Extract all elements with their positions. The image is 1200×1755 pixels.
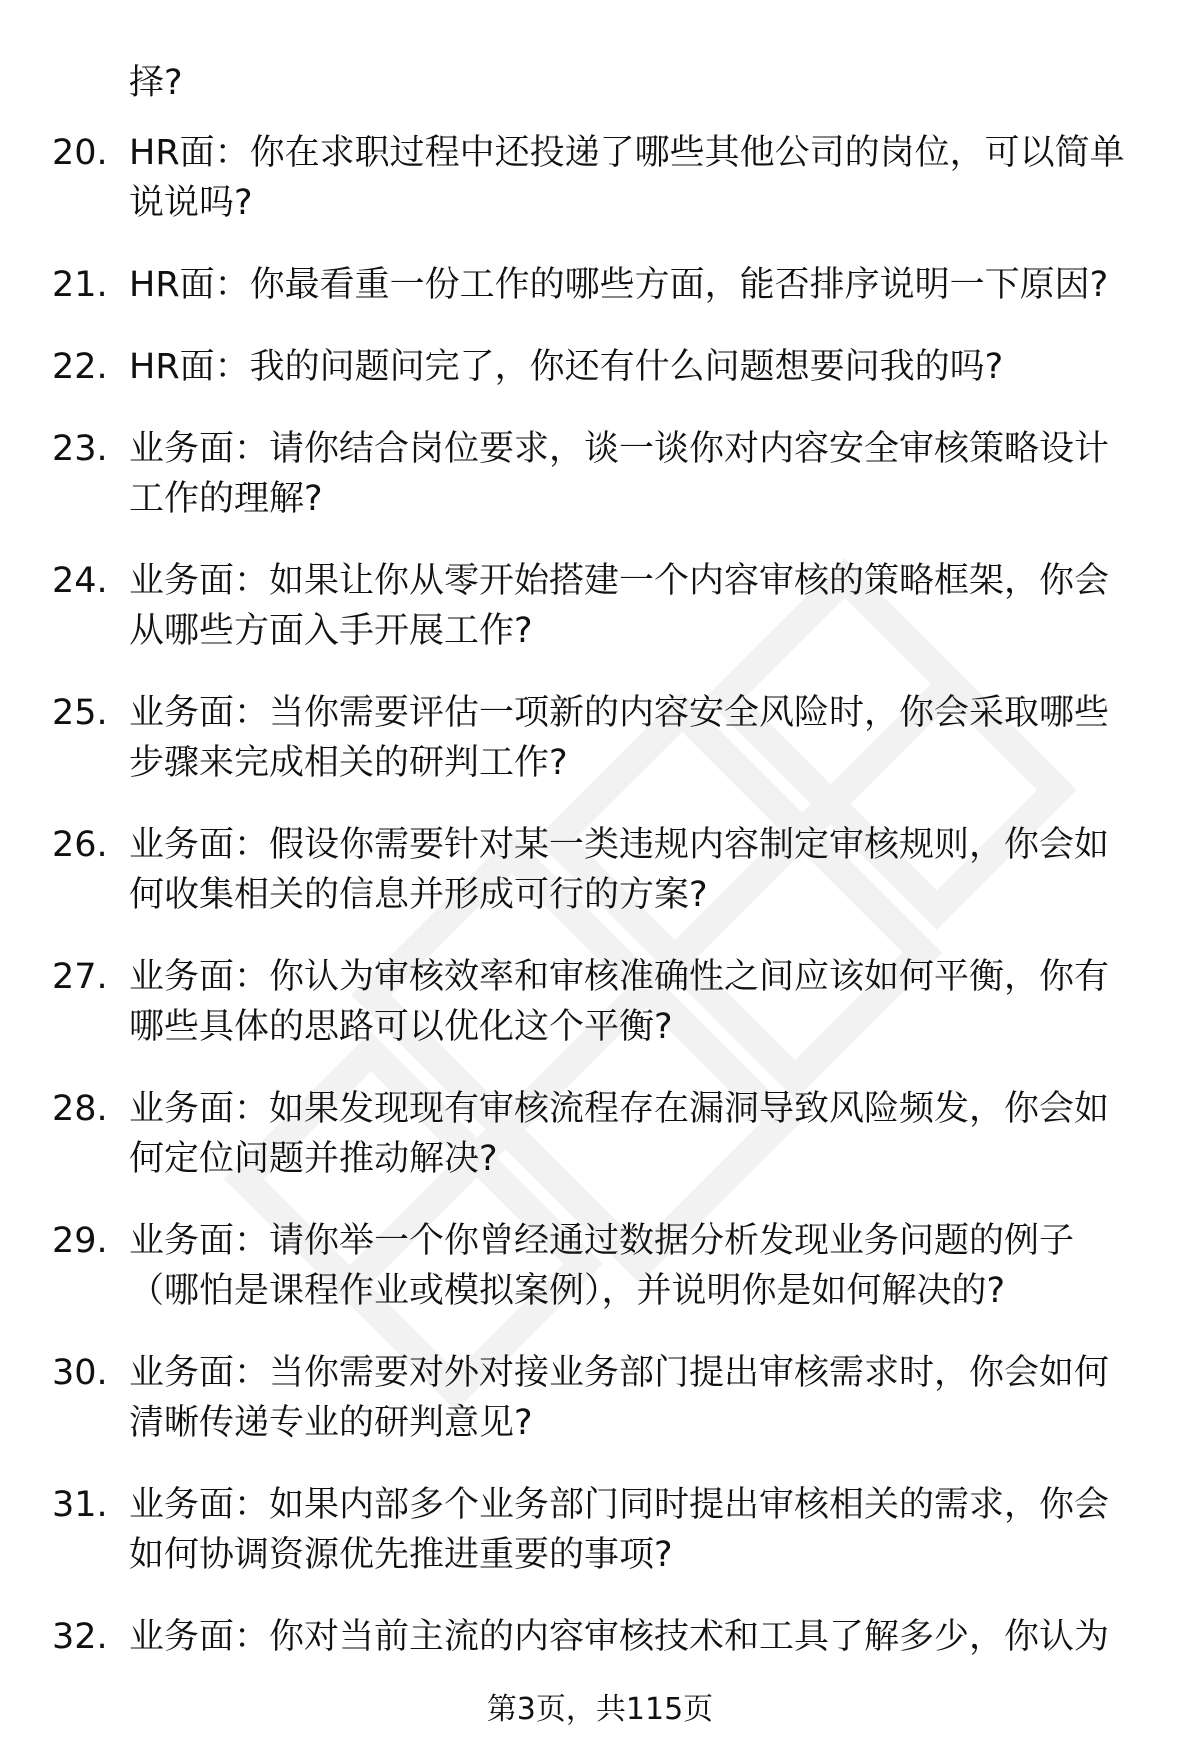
question-text-line: 工作的理解? (129, 479, 323, 519)
question-text-line: HR面：你在求职过程中还投递了哪些其他公司的岗位，可以简单 (129, 133, 1125, 173)
question-text-line: 业务面：你认为审核效率和审核准确性之间应该如何平衡，你有 (129, 957, 1110, 997)
question-item (0, 424, 1200, 524)
question-text (129, 128, 1154, 228)
question-text-line: 如何协调资源优先推进重要的事项? (129, 1535, 673, 1575)
question-item (0, 1084, 1200, 1184)
question-number: 30. (52, 1353, 108, 1393)
question-number: 22. (52, 347, 108, 387)
question-item (0, 1348, 1200, 1448)
question-text-line: 步骤来完成相关的研判工作? (129, 743, 568, 783)
question-text-line: 何收集相关的信息并形成可行的方案? (129, 875, 708, 915)
question-text-line: 业务面：请你结合岗位要求，谈一谈你对内容安全审核策略设计 (129, 429, 1110, 469)
question-text (129, 1348, 1154, 1448)
question-text-line: HR面：你最看重一份工作的哪些方面，能否排序说明一下原因? (129, 265, 1109, 305)
question-item (0, 128, 1200, 228)
question-item (0, 556, 1200, 656)
question-list (0, 128, 1200, 1694)
question-text-line: 业务面：当你需要评估一项新的内容安全风险时，你会采取哪些 (129, 693, 1110, 733)
question-item (0, 820, 1200, 920)
question-number: 24. (52, 561, 108, 601)
question-item (0, 688, 1200, 788)
question-text (129, 556, 1154, 656)
question-text (129, 342, 1154, 392)
page-footer: 第3页，共115页 (486, 1692, 714, 1727)
question-text-line: 业务面：你对当前主流的内容审核技术和工具了解多少，你认为 (129, 1617, 1110, 1657)
question-number: 31. (52, 1485, 108, 1525)
question-text-line: 业务面：如果让你从零开始搭建一个内容审核的策略框架，你会 (129, 561, 1110, 601)
question-text-line: 从哪些方面入手开展工作? (129, 611, 533, 651)
question-number: 21. (52, 265, 108, 305)
question-number: 26. (52, 825, 108, 865)
question-number: 29. (52, 1221, 108, 1261)
continued-question-text: 择? (129, 63, 183, 103)
question-text (129, 820, 1154, 920)
question-item (0, 1480, 1200, 1580)
question-item (0, 260, 1200, 310)
question-number: 28. (52, 1089, 108, 1129)
question-item (0, 1612, 1200, 1662)
question-text-line: 业务面：当你需要对外对接业务部门提出审核需求时，你会如何 (129, 1353, 1110, 1393)
question-text-line: HR面：我的问题问完了，你还有什么问题想要问我的吗? (129, 347, 1004, 387)
question-number: 25. (52, 693, 108, 733)
question-text (129, 952, 1154, 1052)
question-text-line: 业务面：假设你需要针对某一类违规内容制定审核规则，你会如 (129, 825, 1110, 865)
question-text (129, 424, 1154, 524)
question-text-line: 业务面：请你举一个你曾经通过数据分析发现业务问题的例子 (129, 1221, 1075, 1261)
question-text (129, 260, 1154, 310)
question-number: 27. (52, 957, 108, 997)
question-text-line: 说说吗? (129, 183, 253, 223)
question-text (129, 1216, 1154, 1316)
question-text (129, 1612, 1154, 1662)
question-text-line: 业务面：如果内部多个业务部门同时提出审核相关的需求，你会 (129, 1485, 1110, 1525)
question-item (0, 1216, 1200, 1316)
question-text-line: 何定位问题并推动解决? (129, 1139, 498, 1179)
question-text-line: 业务面：如果发现现有审核流程存在漏洞导致风险频发，你会如 (129, 1089, 1110, 1129)
question-number: 20. (52, 133, 108, 173)
question-text-line: （哪怕是课程作业或模拟案例），并说明你是如何解决的? (129, 1271, 1006, 1311)
question-number: 23. (52, 429, 108, 469)
question-text (129, 1084, 1154, 1184)
question-text-line: 清晰传递专业的研判意见? (129, 1403, 533, 1443)
question-text (129, 688, 1154, 788)
question-item (0, 342, 1200, 392)
question-item (0, 952, 1200, 1052)
question-number: 32. (52, 1617, 108, 1657)
question-text-line: 哪些具体的思路可以优化这个平衡? (129, 1007, 673, 1047)
question-text (129, 1480, 1154, 1580)
